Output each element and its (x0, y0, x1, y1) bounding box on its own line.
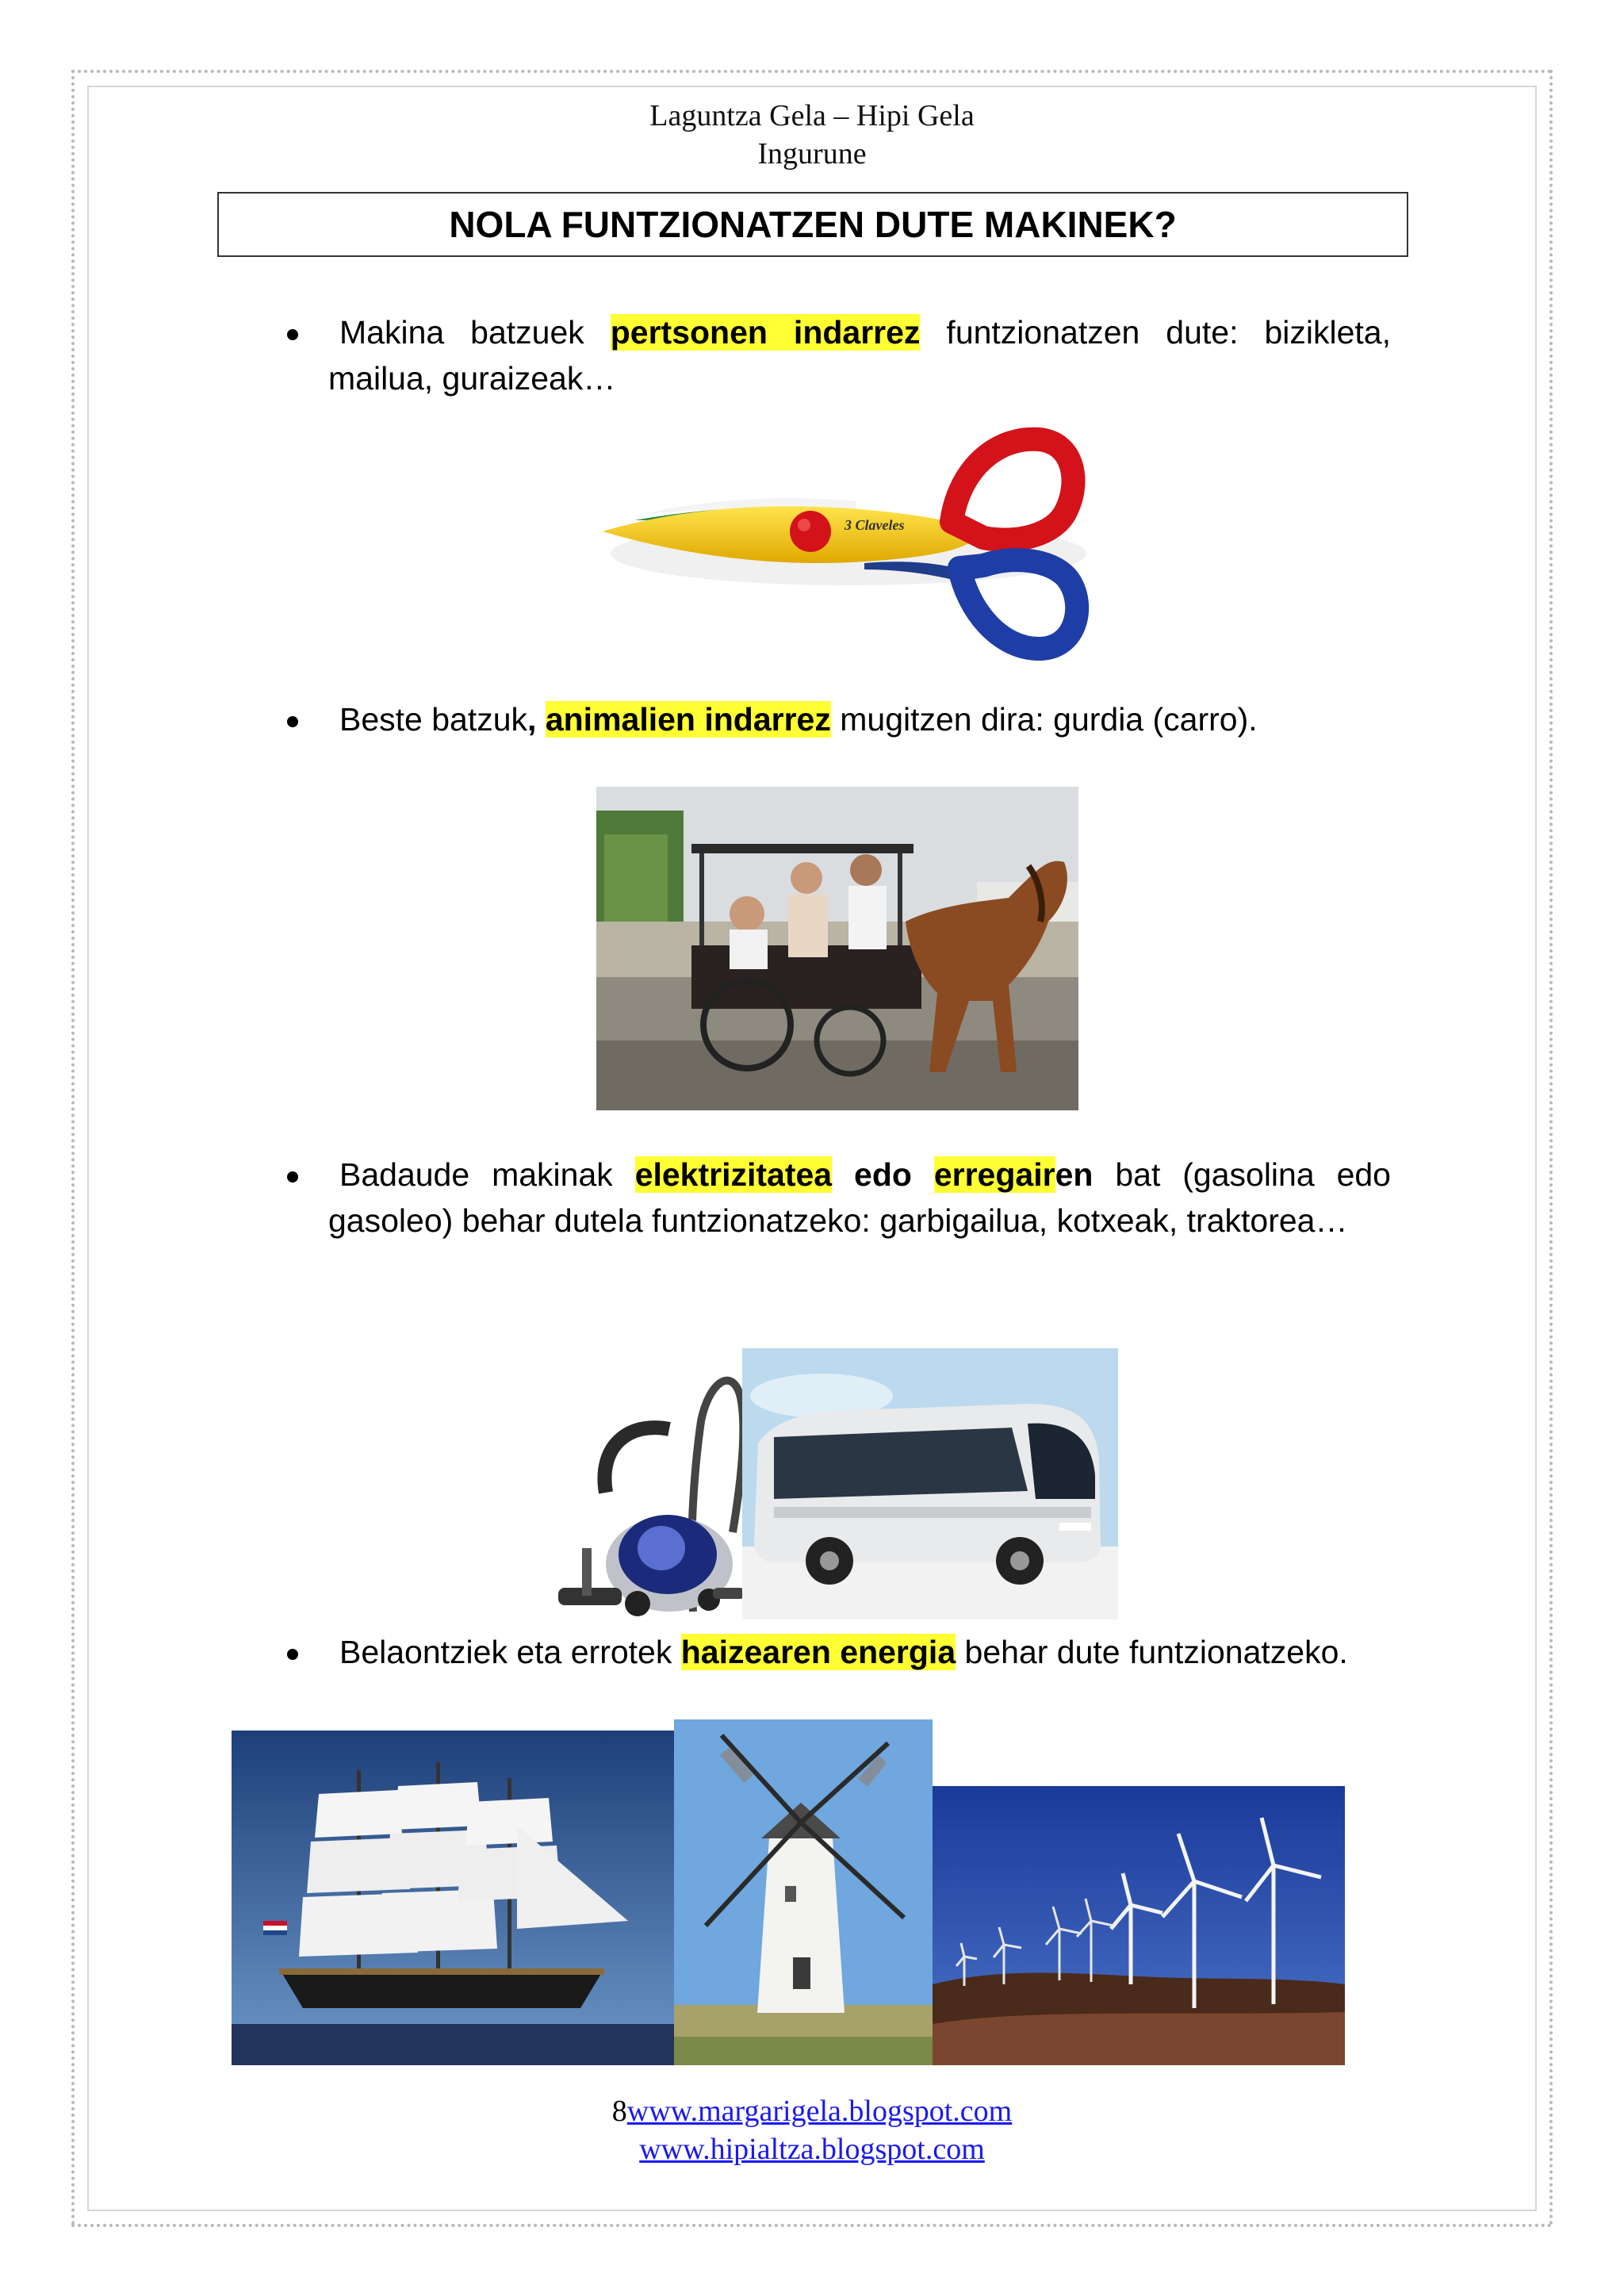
bullet-paragraph-4 (328, 1629, 1391, 1675)
page-number: 8 (611, 2095, 627, 2128)
text-run-bold: , (527, 701, 546, 738)
footer-line-1 (0, 2094, 1624, 2129)
text-run: Belaontziek eta errotek (339, 1634, 681, 1670)
text-run: Badaude makinak (339, 1156, 635, 1193)
text-run: funtzionatzen dute: bizikleta, mailua, guraizeak… (328, 314, 1391, 397)
highlighted-term: animalien indarrez (545, 701, 831, 738)
bullet-paragraph-3 (328, 1152, 1391, 1244)
bus-photo (742, 1348, 1118, 1619)
text-run-bold: edo (832, 1156, 934, 1193)
text-run: behar dute funtzionatzeko. (956, 1634, 1348, 1670)
bullet-dot (287, 1649, 298, 1660)
windmill-photo (674, 1719, 933, 2065)
horse-carriage-photo (596, 787, 1078, 1110)
sailing-ship-photo (232, 1731, 674, 2065)
bullet-dot (287, 329, 298, 340)
vacuum-cleaner-image (550, 1350, 755, 1626)
text-run-bold: en (1055, 1156, 1094, 1193)
bullet-paragraph-2 (328, 696, 1391, 742)
footer-line-2 (0, 2132, 1624, 2167)
page-title: NOLA FUNTZIONATZEN DUTE MAKINEK? (449, 204, 1177, 245)
footer-link-margarigela[interactable]: www.margarigela.blogspot.com (626, 2095, 1013, 2128)
highlighted-term: haizearen energia (680, 1634, 956, 1670)
bullet-dot (287, 1171, 298, 1182)
text-run: mugitzen dira: gurdia (carro). (830, 701, 1258, 738)
bullet-paragraph-1 (328, 309, 1391, 401)
header-line-1: Laguntza Gela – Hipi Gela (649, 99, 975, 132)
highlighted-term: elektrizitatea (634, 1156, 833, 1193)
highlighted-term: erregair (933, 1156, 1055, 1193)
footer-link-hipialtza[interactable]: www.hipialtza.blogspot.com (639, 2133, 985, 2166)
text-run: Makina batzuek (339, 314, 611, 351)
header-line-2: Ingurune (757, 137, 867, 171)
scissors-image (587, 419, 1094, 673)
wind-turbines-photo (933, 1786, 1345, 2065)
text-run: bat (gasolina edo gasoleo) behar dutela funtzionatzeko: garbigailua, kotxeak, traktorea… (328, 1156, 1391, 1239)
highlighted-term: pertsonen indarrez (610, 314, 921, 351)
text-run: Beste batzuk (339, 701, 528, 738)
title-box (217, 192, 1408, 257)
bullet-dot (287, 716, 298, 727)
svg-text:3 Claveles: 3 Claveles (845, 517, 905, 533)
